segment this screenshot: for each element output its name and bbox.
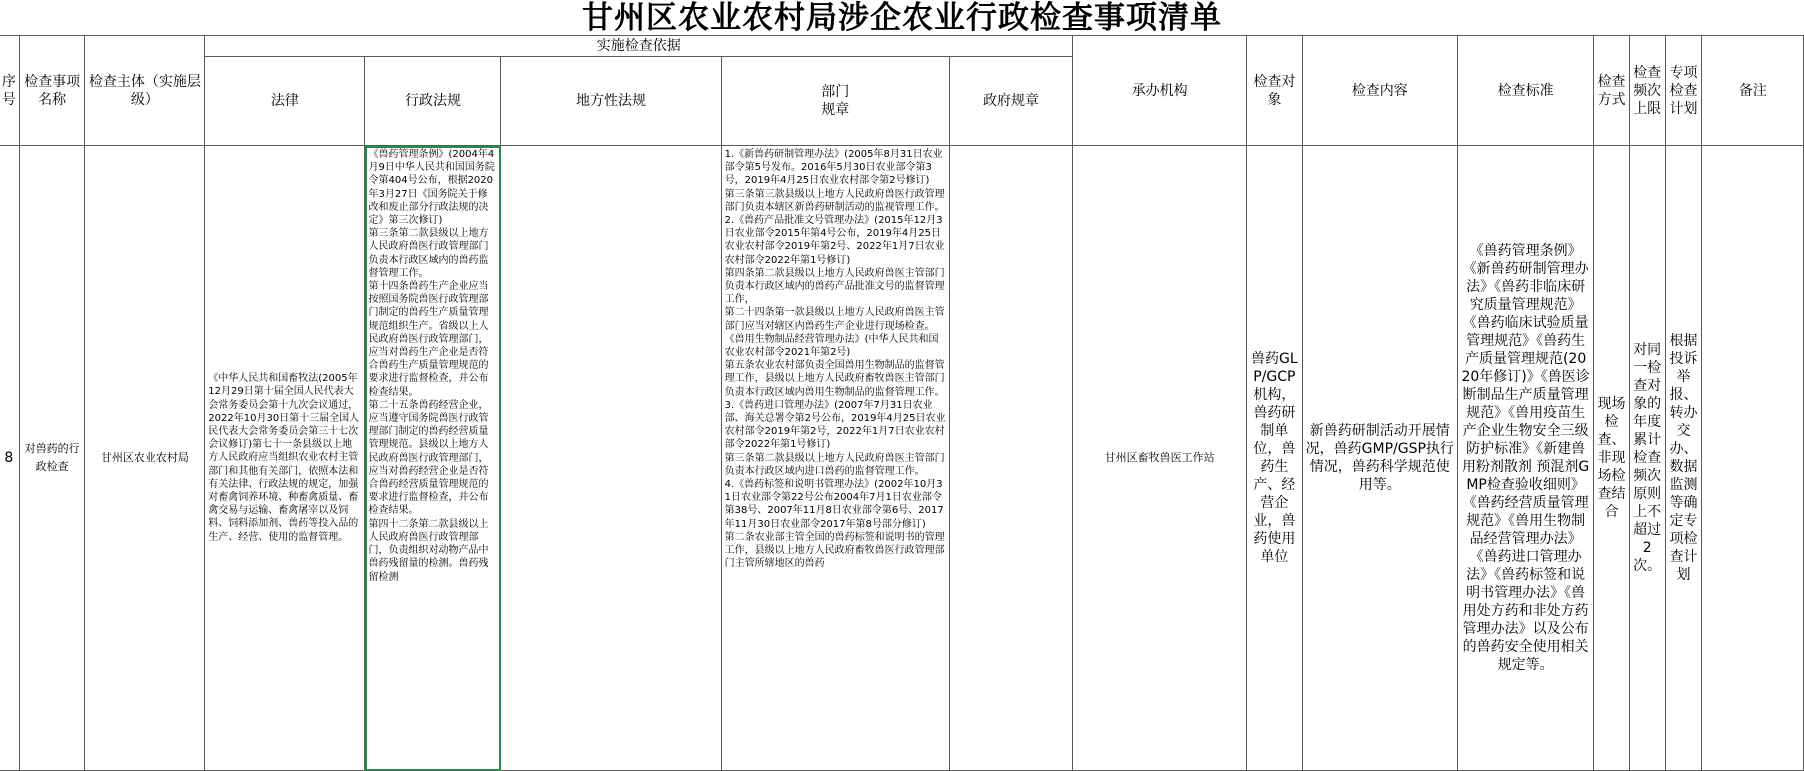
- cell-dept-rule[interactable]: [721, 146, 949, 771]
- cell-freq[interactable]: 对同一检查对象的年度累计检查频次原则上不超过2次。: [1629, 146, 1665, 771]
- cell-object[interactable]: 兽药GLP/GCP机构，兽药研制单位，兽药生产、经营企业，兽药使用单位: [1247, 146, 1302, 771]
- header-gov-rule[interactable]: 政府规章: [949, 57, 1072, 146]
- header-agency[interactable]: 承办机构: [1073, 36, 1247, 146]
- header-basis-group[interactable]: 实施检查依据: [205, 36, 1073, 57]
- header-method[interactable]: 检查方式: [1594, 36, 1630, 146]
- cell-item-name[interactable]: 对兽药的行政检查: [19, 146, 85, 771]
- cell-method[interactable]: 现场检查、非现场检查结合: [1594, 146, 1630, 771]
- header-subject[interactable]: 检查主体（实施层级）: [85, 36, 205, 146]
- header-freq[interactable]: 检查频次上限: [1629, 36, 1665, 146]
- header-remark[interactable]: 备注: [1702, 36, 1804, 146]
- header-standard[interactable]: 检查标准: [1458, 36, 1594, 146]
- sheet-title: 甘州区农业农村局涉企农业行政检查事项清单: [582, 0, 1222, 36]
- cell-law[interactable]: [205, 146, 365, 771]
- header-item-name[interactable]: 检查事项名称: [19, 36, 85, 146]
- cell-gov-rule[interactable]: [949, 146, 1072, 771]
- inspection-table: [0, 35, 1804, 771]
- cell-admin-reg[interactable]: [365, 146, 501, 771]
- header-admin-reg[interactable]: 行政法规: [365, 57, 501, 146]
- cell-subject[interactable]: 甘州区农业农村局: [85, 146, 205, 771]
- cell-seq[interactable]: 8: [0, 146, 19, 771]
- header-object[interactable]: 检查对象: [1247, 36, 1302, 146]
- header-content[interactable]: 检查内容: [1302, 36, 1458, 146]
- header-dept-rule[interactable]: 部门 规章: [721, 57, 949, 146]
- header-plan[interactable]: 专项检查计划: [1665, 36, 1702, 146]
- header-law[interactable]: 法律: [205, 57, 365, 146]
- header-local-reg[interactable]: 地方性法规: [501, 57, 721, 146]
- cell-local-reg[interactable]: [501, 146, 721, 771]
- cell-standard[interactable]: 《兽药管理条例》《新兽药研制管理办法》《兽药非临床研究质量管理规范》《兽药临床试验质量管理规范》《兽药生产质量管理规范(2020年修订)》《兽医诊断制品生产质量管理规范》《兽用疫苗生产企业生物安全三级防护标准》《新建兽用粉剂散剂 预混剂GMP检查验收细则》《兽药经营质量管理规范》《兽用生物制品经营管理办法》《兽药进口管理办法》《兽药标签和说明书管理办法》《兽用处方药和非处方药管理办法》以及公布的兽药安全使用相关规定等。: [1458, 146, 1594, 771]
- cell-plan[interactable]: 根据投诉举报、转办交办、数据监测等确定专项检查计划: [1665, 146, 1702, 771]
- cell-remark[interactable]: [1702, 146, 1804, 771]
- admin-reg-text: 《兽药管理条例》(2004年4月9日中华人民共和国国务院令第404号公布，根据2020年3月27日《国务院关于修改和废止部分行政法规的决定》第三次修订) 第三条第二款县级以上地方人民政府兽医行政管理部门负责本行政区域内的兽药监督管理工作。 第十四条兽药生产企业应当按照国务院兽医行政管理部门制定的兽药生产质量管理规范组织生产。省级以上人民政府兽医行政管理部门，应当对兽药生产企业是否符合兽药生产质量管理规范的要求进行监督检查，并公布检查结果。 第二十五条兽药经营企业，应当遵守国务院兽医行政管理部门制定的兽药经营质量管理规范。县级以上地方人民政府兽医行政管理部门，应当对兽药经营企业是否符合兽药经营质量管理规范的要求进行监督检查，并公布检查结果。 第四十二条第二款县级以上人民政府兽医行政管理部门，负责组织对动物产品中兽药残留量的检测。兽药残留检测: [368, 149, 495, 583]
- cell-content[interactable]: 新兽药研制活动开展情况，兽药GMP/GSP执行情况，兽药科学规范使用等。: [1302, 146, 1458, 771]
- header-seq[interactable]: 序号: [0, 36, 19, 146]
- law-text: 《中华人民共和国畜牧法(2005年12月29日第十届全国人民代表大会常务委员会第十九次会议通过，2022年10月30日第十三届全国人民代表大会常务委员会第三十七次会议修订)第七十一条县级以上地方人民政府应当组织农业农村主管部门和其他有关部门，依照本法和有关法律、行政法规的规定，加强对畜禽饲养环境、种畜禽质量、畜禽交易与运输、畜禽屠宰以及饲料、饲料添加剂、兽药等投入品的生产、经营、使用的监督管理。: [208, 373, 360, 543]
- dept-rule-text: 1.《新兽药研制管理办法》(2005年8月31日农业部令第5号发布。2016年5月30日农业部令第3号，2019年4月25日农业农村部令第2号修订) 第三条第三款县级以上地方人民政府兽医行政管理部门负责本辖区新兽药研制活动的监视管理工作。 2.《兽药产品批准文号管理办法》(2015年12月3日农业部令2015年第4号公布，2019年4月25日农业农村部令2019年第2号、2022年1月7日农业农村部令2022年第1号修订) 第四条第二款县级以上地方人民政府兽医主管部门负责本行政区域内的兽药产品批准文号的监督管理工作， 第二十四条第一款县级以上地方人民政府兽医主管部门应当对辖区内兽药生产企业进行现场检查。 《兽用生物制品经营管理办法》(中华人民共和国农业农村部令2021年第2号) 第五条农业农村部负责全国兽用生物制品的监督管理工作，县级以上地方人民政府畜牧兽医主管部门负责本行政区域内兽用生物制品的监督管理工作。 3.《兽药进口管理办法》(2007年7月31日农业部、海关总署令第2号公布，2019年4月25日农业农村部令2019年第2号，2022年1月7日农业农村部令2022年第1号修订) 第三条第二款县级以上地方人民政府兽医主管部门负责本行政区域内进口兽药的监督管理工作。 4.《兽药标签和说明书管理办法》(2002年10月31日农业部令第22号公布2004年7月1日农业部令第38号、2007年11月8日农业部令第6号、2017年11月30日农业部令2017年第8号部分修订) 第二条农业部主管全国的兽药标签和说明书的管理工作，县级以上地方人民政府畜牧兽医行政管理部门主管所辖地区的兽药: [724, 149, 946, 570]
- cell-agency[interactable]: 甘州区畜牧兽医工作站: [1073, 146, 1247, 771]
